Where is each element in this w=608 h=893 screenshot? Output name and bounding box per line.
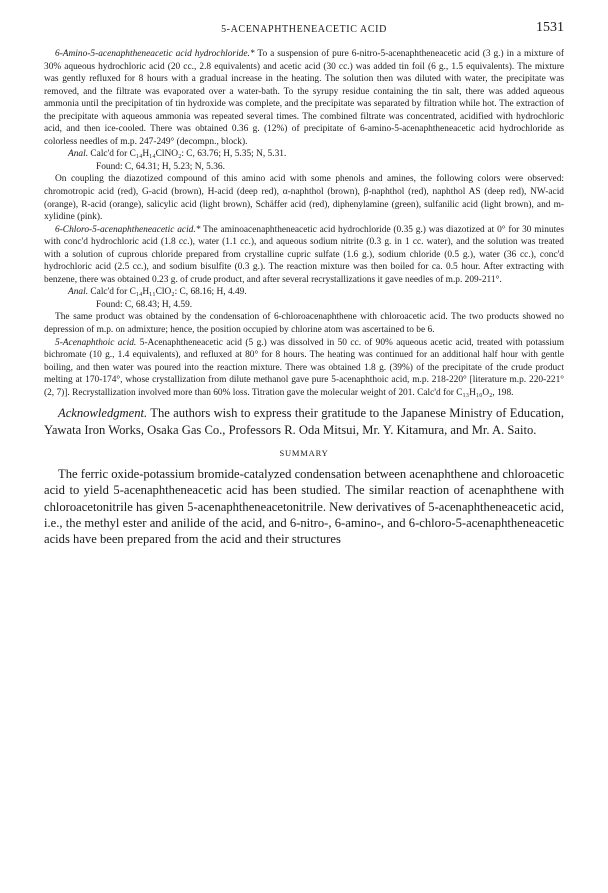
paragraph-chloro-acid (44, 224, 564, 287)
compound-heading: 5-Acenaphthoic acid. (55, 337, 137, 348)
running-title: 5-ACENAPHTHENEACETIC ACID (221, 24, 387, 35)
analysis-label: Anal. (68, 287, 89, 298)
acknowledgment-paragraph (44, 405, 564, 438)
main-text-section (44, 405, 564, 547)
page-number: 1531 (536, 20, 564, 35)
paragraph-coupling-colors: On coupling the diazotized compound of this amino acid with some phenols and amines, the following colors were observed: chromotropic acid (red), G-acid (brown), H-acid (deep red), α-naphthol (brown), β-naphthol (red), naphthol AS (deep red), NW-acid (orange), R-acid (orange), salicylic acid (light brown), Schäffer acid (red), diphenylamine (green), sulfanilic acid (light brown), and m-xylidine (pink). (44, 174, 564, 223)
experimental-section (44, 48, 564, 399)
compound-heading: 6-Amino-5-acenaphtheneacetic acid hydrochloride.* (55, 49, 255, 59)
analysis-text: Calc'd for C₁₄H₁₁ClO₂: C, 68.16; H, 4.49. (88, 287, 247, 298)
analysis-calc (44, 286, 564, 299)
paragraph-text: 5-Acenaphtheneacetic acid (5 g.) was dissolved in 50 cc. of 90% aqueous acetic acid, treated with potassium bichromate (10 g., 1.4 equivalents), and refluxed at 80° for 8 hours. The heating was continued for an additional half hour with gentle boiling, and then water was poured into the reaction mixture. There was obtained 1.8 g. (39%) of the precipitate of the crude product melting at 170-174°, whose crystallization from dilute methanol gave pure 5-acenaphthoic acid, m.p. 218-220° [literature m.p. 220-221° (2, 7)]. Recrystallization involved more than 60% loss. Titration gave the molecular weight of 201. Calc'd for C₁₃H₁₀O₂, 198. (44, 337, 565, 398)
acknowledgment-heading: Acknowledgment. (58, 406, 148, 421)
paragraph-acenaphthoic-acid (44, 337, 564, 400)
summary-paragraph: The ferric oxide-potassium bromide-catalyzed condensation between acenaphthene and chloroacetic acid to yield 5-acenaphtheneacetic acid has been studied. The similar reaction of acenaphthene with chloroacetonitrile has given 5-acenaphtheneacetonitrile. New derivatives of 5-acenaphtheneacetic acid, i.e., the methyl ester and anilide of the acid, and 6-nitro-, 6-amino-, and 6-chloro-5-acenaphtheneacetic acids have been prepared from the acid and their structures (44, 466, 564, 547)
analysis-found: Found: C, 64.31; H, 5.23; N, 5.36. (96, 161, 225, 172)
analysis-found: Found: C, 68.43; H, 4.59. (96, 299, 193, 310)
paragraph-text: To a suspension of pure 6-nitro-5-acenaphtheneacetic acid (3 g.) in a mixture of 30% aqueous hydrochloric acid (20 cc., 2.8 equivalents) and acetic acid (30 cc.) was added tin foil (6 g., 1.5 equivalents). The mixture was gently refluxed for 8 hours with a gradual increase in the heating. The solution then was diluted with water, the precipitate was removed, and the filtrate was evaporated over a water-bath. To the syrupy residue containing the tin salt, there was added aqueous ammonia until the precipitation of tin hydroxide was complete, and the precipitate was separated by filtration while hot. The extraction of the precipitate with aqueous ammonia was repeated several times. The combined filtrate was concentrated, acidified with hydrochloric acid, and then ice-cooled. There was obtained 0.36 g. (12%) of precipitate of 6-amino-5-acenaphtheneacetic acid hydrochloride as colorless needles of m.p. 247-249° (decompn., block). (44, 49, 564, 147)
analysis-calc (44, 148, 564, 161)
running-head (44, 20, 564, 44)
analysis-text: Calc'd for C₁₄H₁₄ClNO₂: C, 63.76; H, 5.35; N, 5.31. (88, 149, 287, 160)
compound-heading: 6-Chloro-5-acenaphtheneacetic acid.* (55, 224, 201, 235)
acknowledgment-text: The authors wish to express their gratitude to the Japanese Ministry of Education, Yawata Iron Works, Osaka Gas Co., Professors R. Oda Mitsui, Mr. Y. Kitamura, and Mr. A. Saito. (44, 406, 564, 437)
analysis-label: Anal. (68, 149, 89, 160)
paragraph-amino-acid (44, 48, 564, 148)
summary-heading: SUMMARY (279, 447, 329, 458)
paragraph-text: The aminoacenaphtheneacetic acid hydrochloride (0.35 g.) was diazotized at 0° for 30 minutes with conc'd hydrochloric acid (1.8 cc.), water (1.1 cc.), and aqueous sodium nitrite (0.3 g. in 1 cc. water), and the solution was treated with a solution of cuprous chloride prepared from crystalline cupric sulfate (1.6 g.), sodium chloride (0.5 g.), water (36 cc.), conc'd hydrochloric acid (2.5 cc.), and sodium bisulfite (0.3 g.). The reaction mixture was then boiled for ca. 0.5 hour. After extracting with benzene, there was obtained 0.23 g. of crude product, and after several recrystallizations it gave needles of m.p. 209-211°. (44, 224, 564, 285)
paragraph-same-product: The same product was obtained by the condensation of 6-chloroacenaphthene with chloroacetic acid. The two products showed no depression of m.p. on admixture; hence, the position occupied by chlorine atom was ascertained to be 6. (44, 312, 564, 336)
